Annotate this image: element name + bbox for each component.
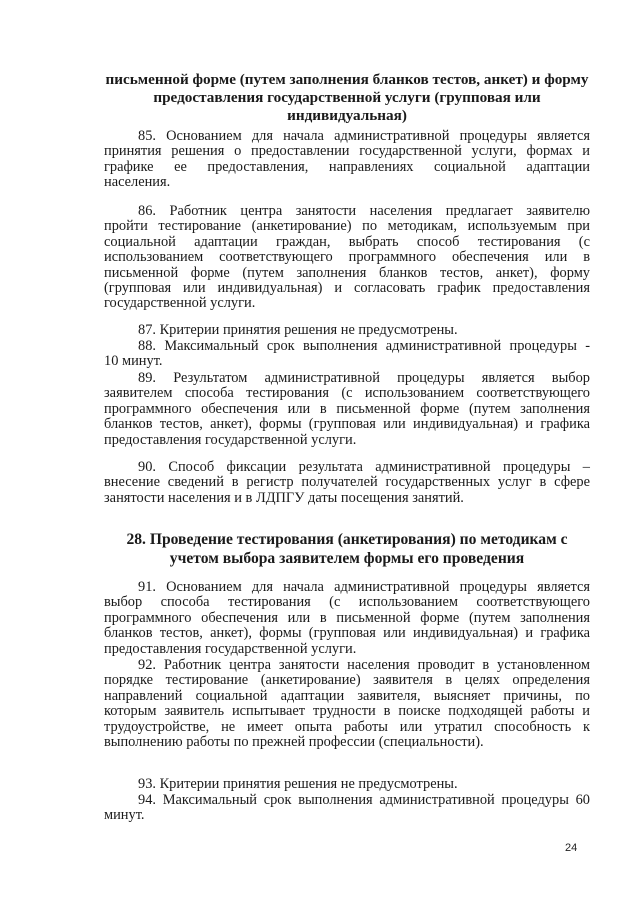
paragraph-line: 93. Критерии принятия решения не предусмотрены. [138, 776, 458, 792]
paragraph-line: населения. [104, 174, 171, 191]
paragraph-p89 [104, 371, 590, 448]
paragraph-line: (групповая или индивидуальная) и согласовать график предоставления [104, 280, 590, 297]
paragraph-line: 10 минут. [104, 353, 163, 370]
paragraph-line: пройти тестирование (анкетирование) по методикам, используемым при [104, 218, 590, 235]
paragraph-p86 [104, 204, 590, 312]
paragraph-line: 92. Работник центра занятости населения проводит в установленном [138, 657, 590, 673]
paragraph-line: 91. Основанием для начала административной процедуры является [138, 579, 590, 595]
paragraph-line: выбор способа тестирования (с использованием соответствующего [104, 594, 590, 611]
paragraph-line: которым заявитель испытывает трудности в поиске подходящей работы и [104, 703, 590, 720]
paragraph-line: бланков тестов, анкет), формы (групповая или индивидуальная) и графика [104, 416, 590, 433]
paragraph-line: 94. Максимальный срок выполнения административной процедуры 60 [138, 792, 590, 808]
paragraph-line: социальной адаптации граждан, выбрать способ тестирования (с [104, 233, 590, 250]
paragraph-line: бланков тестов, анкет), формы (групповая или индивидуальная) и графика [104, 625, 590, 642]
paragraph-p85 [104, 129, 590, 191]
paragraph-line: заявителем способа тестирования (с использованием соответствующего [104, 385, 590, 402]
paragraph-line: программного обеспечения или в письменной форме (путем заполнения [104, 400, 590, 417]
paragraph-line: трудоустройстве, не имеет опыта работы или утратил способность к [104, 718, 590, 735]
paragraph-line: внесение сведений в регистр получателей государственных услуг в сфере [104, 474, 590, 491]
section-28-heading [104, 530, 590, 568]
paragraph-p91 [104, 580, 590, 657]
heading-line: письменной форме (путем заполнения бланков тестов, анкет) и форму [105, 71, 589, 88]
paragraph-line: предоставления государственной услуги. [104, 431, 357, 448]
paragraph-line: принятия решения о предоставлении государственной услуги, формах и [104, 143, 590, 160]
paragraph-line: выполнению работы по прежней профессии (специальности). [104, 734, 484, 751]
paragraph-line: 85. Основанием для начала административной процедуры является [138, 128, 590, 144]
section-continuation-heading [104, 71, 590, 125]
paragraph-line: порядке тестирование (анкетирование) заявителя в целях определения [104, 672, 590, 689]
paragraph-line: письменной форме (путем заполнения бланков тестов, анкет), форму [104, 264, 590, 281]
paragraph-line: занятости населения и в ЛДПГУ даты посещения занятий. [104, 489, 464, 506]
paragraph-line: 87. Критерии принятия решения не предусмотрены. [138, 322, 458, 338]
paragraph-line: использованием соответствующего программного обеспечения или в [104, 249, 590, 266]
paragraph-line: предоставления государственной услуги. [104, 640, 357, 657]
paragraph-p93 [104, 777, 590, 792]
paragraph-p87 [104, 323, 590, 338]
page-number: 24 [565, 842, 578, 854]
paragraph-line: графике ее предоставления, направлениях социальной адаптации [104, 158, 590, 175]
paragraph-p90 [104, 460, 590, 506]
heading-line: предоставления государственной услуги (групповая или [153, 89, 541, 106]
paragraph-line: направлений социальной адаптации заявителя, выясняет причины, по [104, 687, 590, 704]
paragraph-p92 [104, 658, 590, 750]
heading-line: 28. Проведение тестирования (анкетирования) по методикам с [126, 531, 568, 548]
paragraph-line: государственной услуги. [104, 295, 256, 312]
paragraph-line: 86. Работник центра занятости населения предлагает заявителю [138, 203, 590, 219]
paragraph-line: 88. Максимальный срок выполнения административной процедуры - [138, 338, 590, 354]
heading-line: учетом выбора заявителем формы его проведения [169, 550, 525, 567]
paragraph-p94 [104, 793, 590, 824]
paragraph-line: 90. Способ фиксации результата административной процедуры – [138, 459, 590, 475]
paragraph-p88 [104, 339, 590, 370]
paragraph-line: 89. Результатом административной процедуры является выбор [138, 370, 590, 386]
paragraph-line: программного обеспечения или в письменной форме (путем заполнения [104, 609, 590, 626]
heading-line: индивидуальная) [287, 107, 407, 124]
paragraph-line: минут. [104, 807, 145, 824]
